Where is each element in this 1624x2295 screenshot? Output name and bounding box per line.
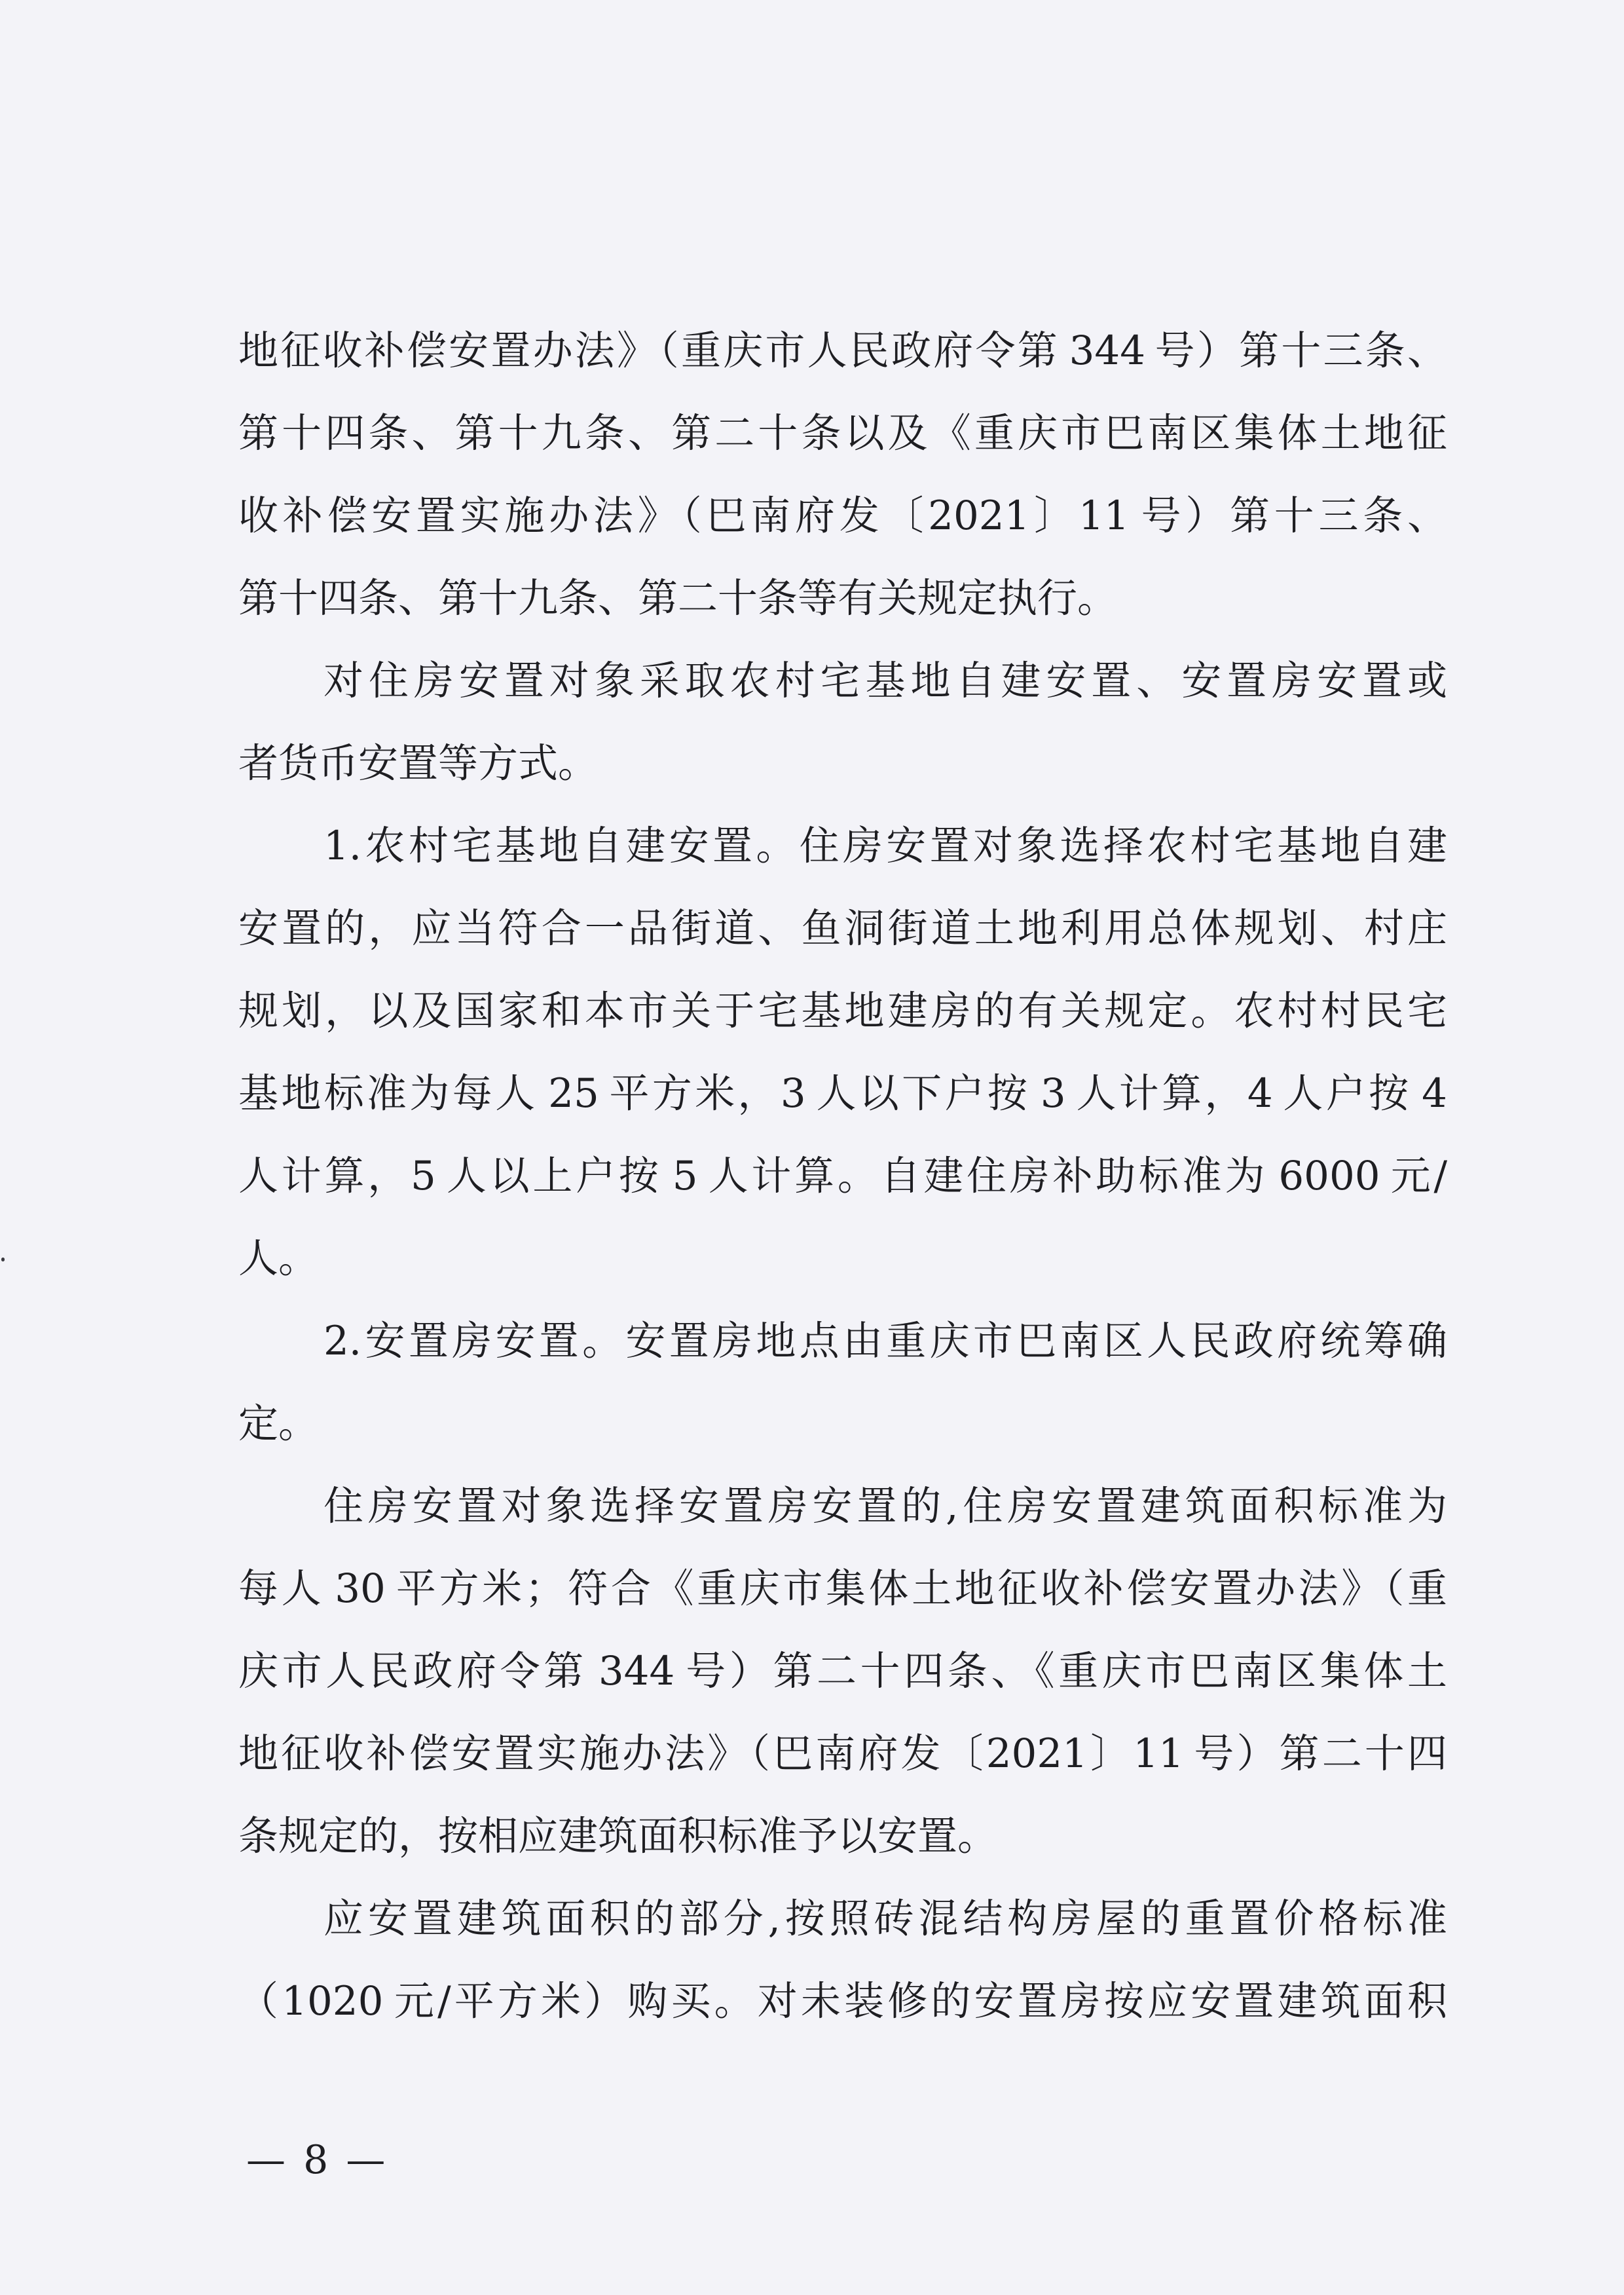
body-line: 人计算，5 人以上户按 5 人计算。自建住房补助标准为 6000 元/ [238,1153,1447,1199]
body-line: 地征收补偿安置实施办法》（巴南府发〔2021〕11 号）第二十四 [238,1730,1447,1777]
paragraph [238,1465,1447,1878]
paragraph [238,805,1447,1300]
body-line: 定。 [238,1400,319,1447]
body-line: （1020 元/平方米）购买。对未装修的安置房按应安置建筑面积 [238,1978,1447,2024]
body-line: 每人 30 平方米；符合《重庆市集体土地征收补偿安置办法》（重 [238,1565,1447,1612]
body-line: 条规定的，按相应建筑面积标准予以安置。 [238,1813,998,1859]
body-line: 应安置建筑面积的部分,按照砖混结构房屋的重置价格标准 [323,1895,1447,1942]
body-line: 第十四条、第十九条、第二十条以及《重庆市巴南区集体土地征 [238,410,1447,457]
body-line: 1.农村宅基地自建安置。住房安置对象选择农村宅基地自建 [323,823,1447,869]
body-line: 第十四条、第十九条、第二十条等有关规定执行。 [238,575,1118,622]
body-line: 基地标准为每人 25 平方米，3 人以下户按 3 人计算，4 人户按 4 [238,1070,1447,1117]
paragraph [238,310,1447,640]
body-line: 人。 [238,1235,319,1282]
body-line: 规划，以及国家和本市关于宅基地建房的有关规定。农村村民宅 [238,988,1447,1034]
body-text [238,310,1447,2043]
scan-artifact [1,1258,5,1261]
paragraph [238,1878,1447,2043]
page-number: — 8 — [246,2137,388,2183]
body-line: 庆市人民政府令第 344 号）第二十四条、《重庆市巴南区集体土 [238,1648,1447,1694]
body-line: 者货币安置等方式。 [238,740,599,787]
paragraph [238,1300,1447,1465]
body-line: 2.安置房安置。安置房地点由重庆市巴南区人民政府统筹确 [323,1318,1447,1364]
body-line: 安置的，应当符合一品街道、鱼洞街道土地利用总体规划、村庄 [238,905,1447,952]
body-line: 收补偿安置实施办法》（巴南府发〔2021〕11 号）第十三条、 [238,493,1447,539]
body-line: 地征收补偿安置办法》（重庆市人民政府令第 344 号）第十三条、 [238,327,1447,374]
paragraph [238,640,1447,805]
body-line: 住房安置对象选择安置房安置的,住房安置建筑面积标准为 [323,1483,1447,1529]
body-line: 对住房安置对象采取农村宅基地自建安置、安置房安置或 [323,658,1447,704]
